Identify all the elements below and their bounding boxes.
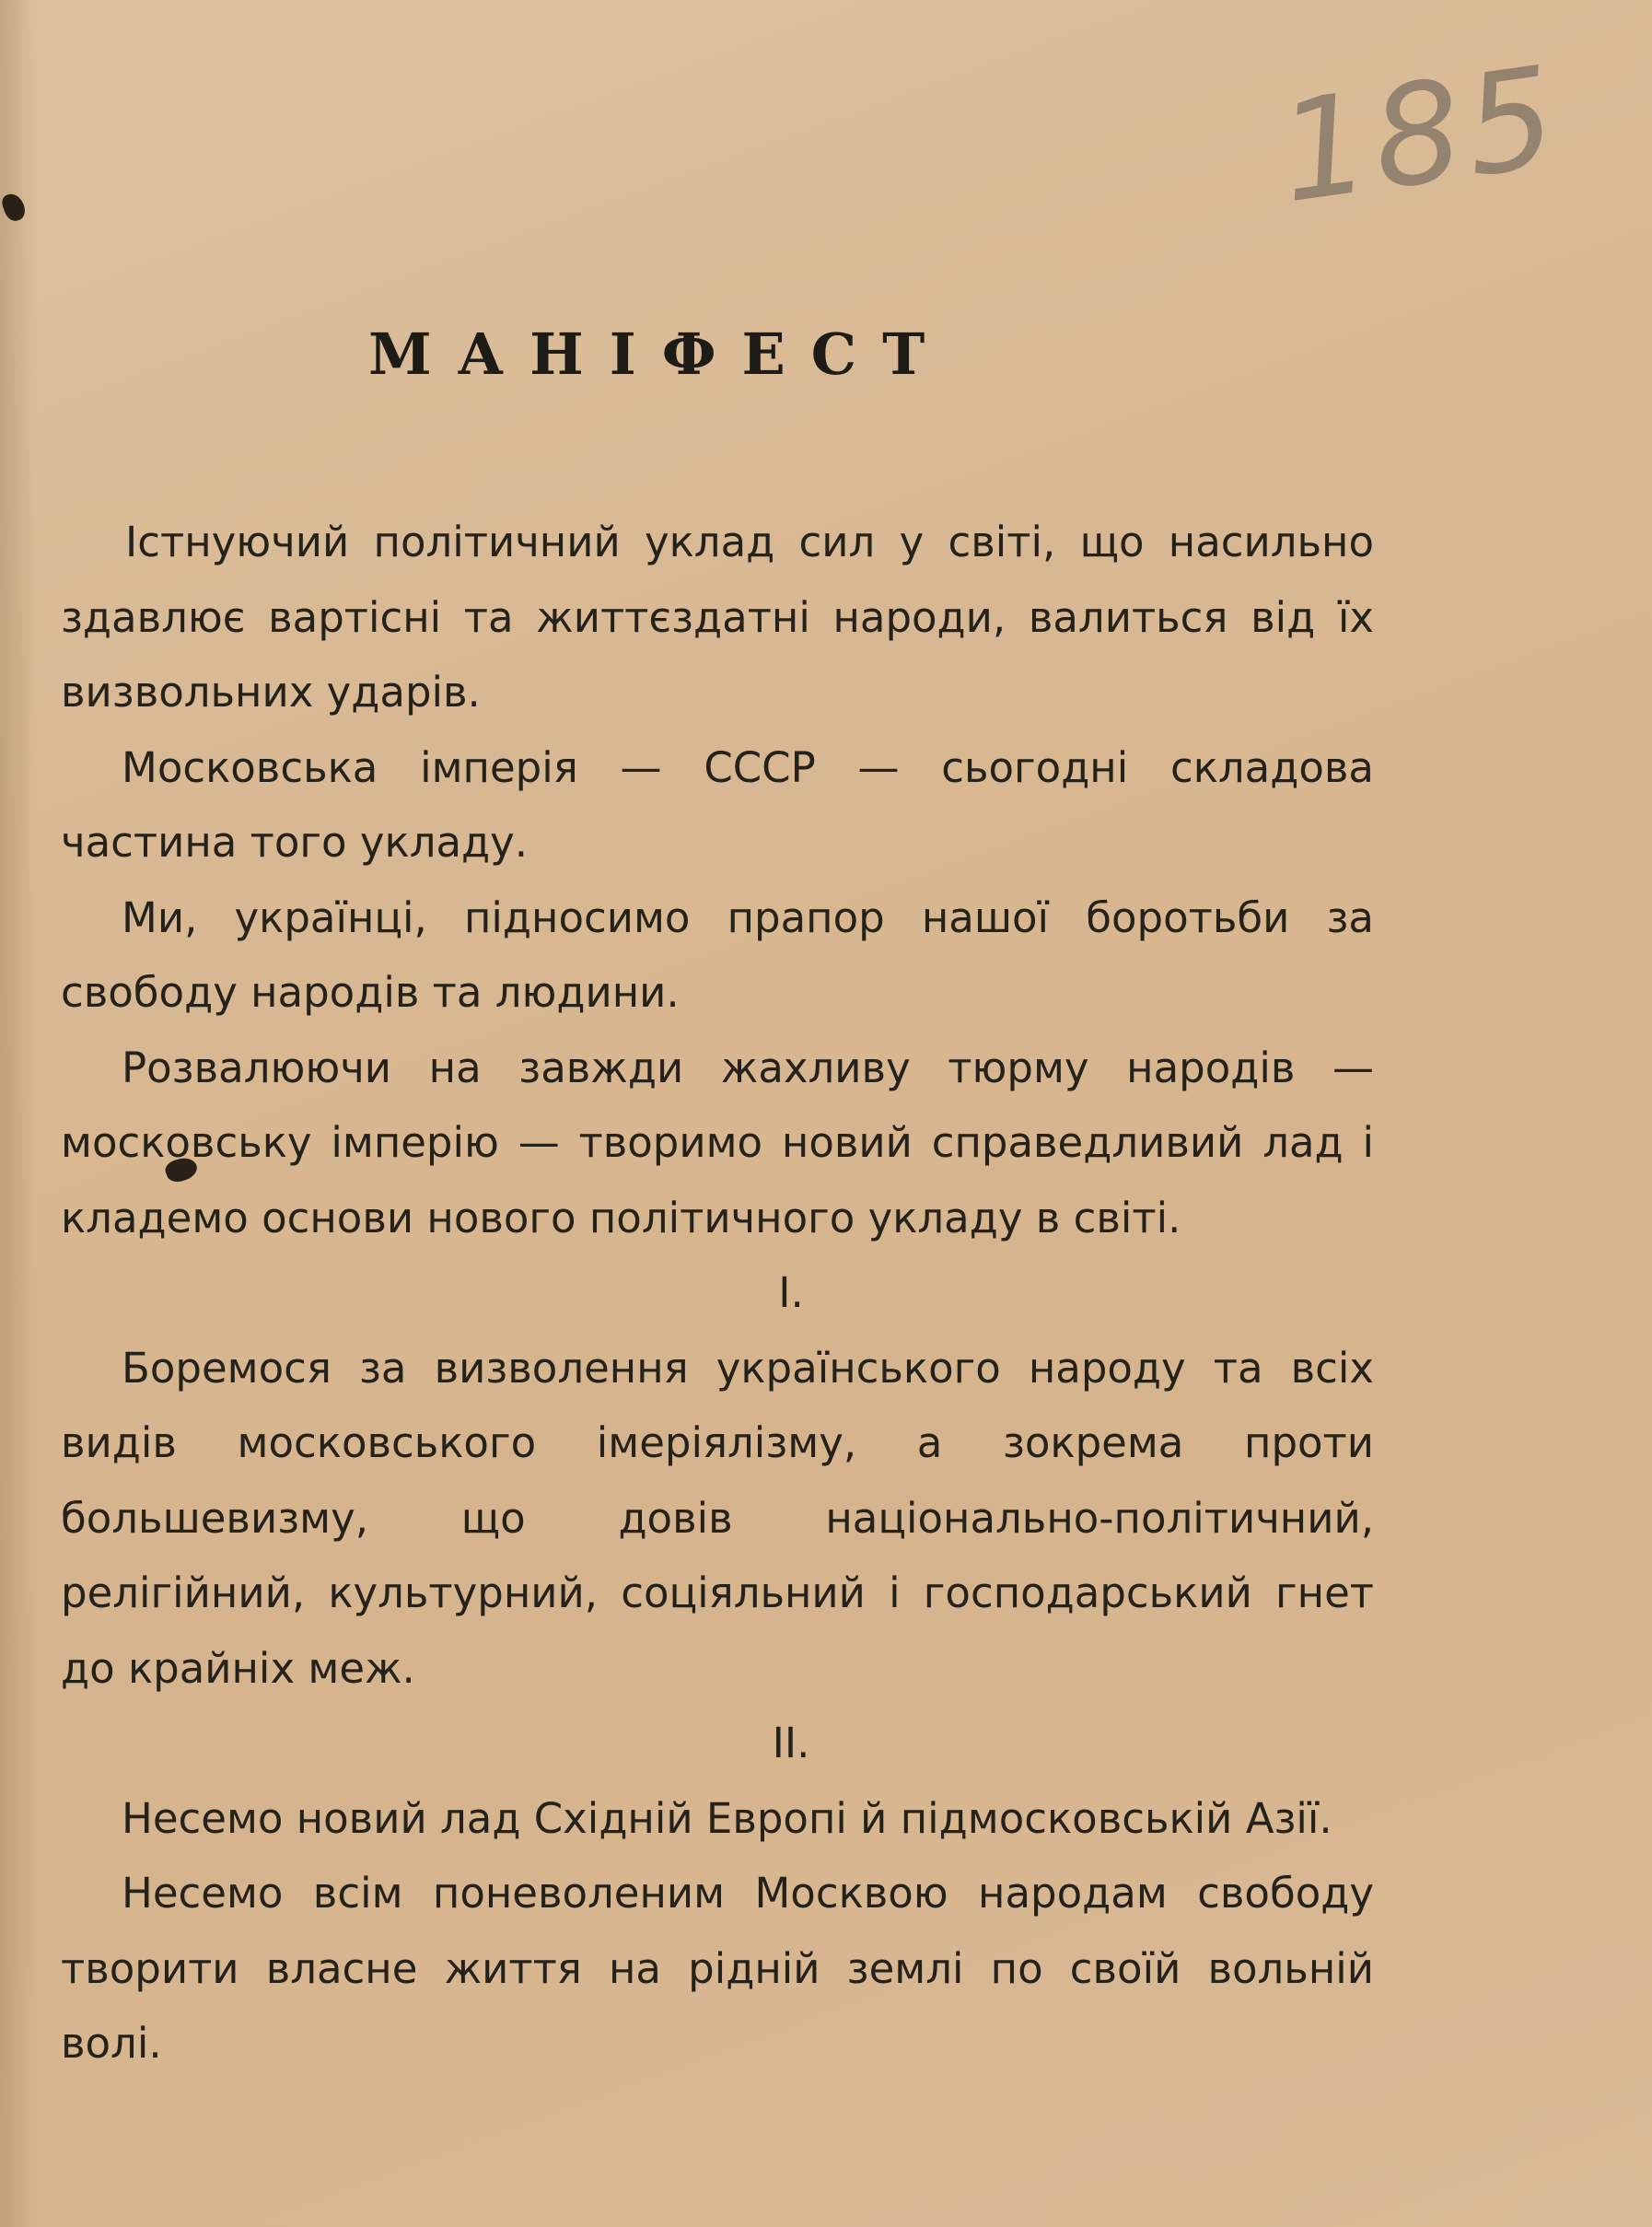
handwritten-page-number: 185 bbox=[1270, 36, 1570, 235]
document-body bbox=[61, 505, 1374, 2081]
section-number-2: ІІ. bbox=[772, 1719, 810, 1767]
paragraph-3: Ми, українці, підносимо прапор нашої боротьби за свободу народів та людини. bbox=[61, 892, 1374, 1017]
document-title: МАНІФЕСТ bbox=[368, 321, 951, 388]
section-number-1: І. bbox=[778, 1268, 804, 1317]
paragraph-2: Московська імперія — СССР — сьогодні складова частина того укладу. bbox=[61, 742, 1374, 867]
paragraph-5: Боремося за визволення українського народу та всіх видів московського імеріялізму, а зокрема проти большевизму, що довів національно-політичний, релігійний, культурний, соціяльний і господарський гнет до крайніх меж. bbox=[61, 1343, 1374, 1693]
paragraph-1: Істнуючий політичний уклад сил у світі, що насильно здавлює вартісні та життєздатні народи, валиться від їх визвольних ударів. bbox=[61, 518, 1374, 717]
paragraph-6: Несемо новий лад Східній Европі й підмосковській Азії. bbox=[122, 1793, 1332, 1843]
paragraph-4: Розвалюючи на завжди жахливу тюрму народів — московську імперію — творимо новий справедливий лад і кладемо основи нового політичного укладу в світі. bbox=[61, 1043, 1374, 1242]
page-edge-shadow bbox=[0, 0, 37, 2227]
paragraph-7: Несемо всім поневоленим Москвою народам свободу творити власне життя на рідній землі по своїй вольній волі. bbox=[61, 1869, 1374, 2068]
